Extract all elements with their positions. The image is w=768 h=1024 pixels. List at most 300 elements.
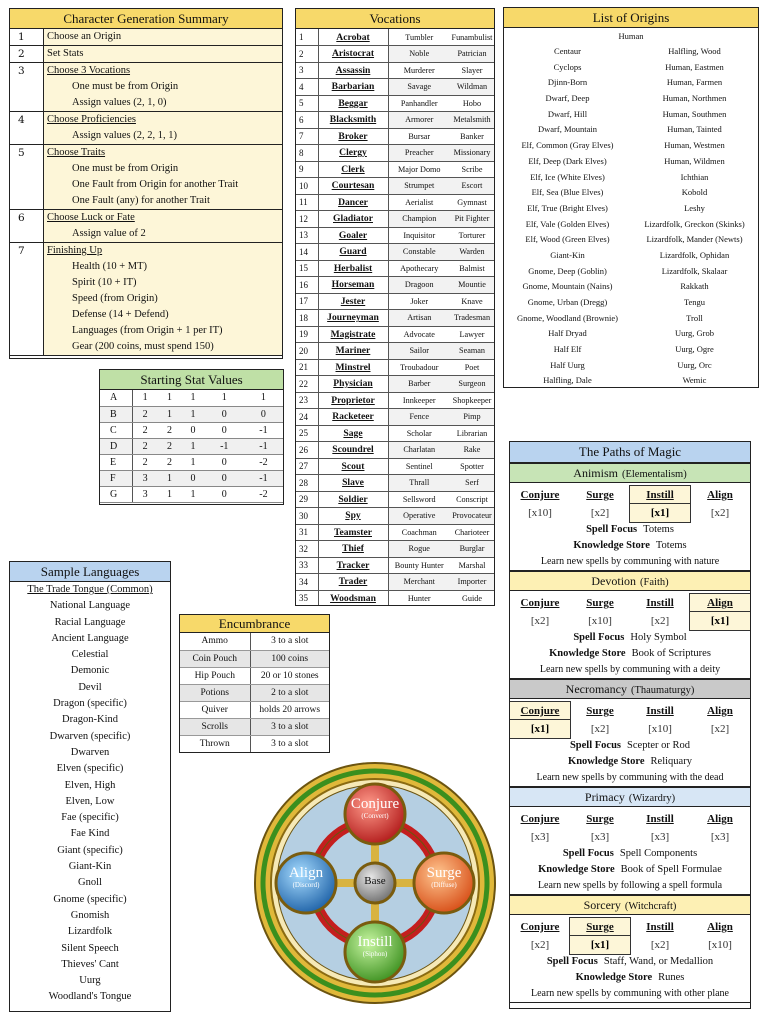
cgs-step [10, 29, 282, 46]
wheel-surge [414, 865, 474, 889]
knowledge-store-label: Knowledge Store [573, 540, 650, 551]
table-row [296, 458, 494, 475]
vocation-name: Gladiator [318, 211, 388, 228]
wheel-conjure [345, 796, 405, 820]
origin-item: Lizardfolk, Skalaar [661, 265, 728, 276]
vocation-name: Goaler [318, 227, 388, 244]
vocation-alt-1: Tumbler [388, 29, 450, 46]
magic-header: Instill [646, 921, 674, 933]
vocations-title: Vocations [296, 9, 494, 29]
vocation-alt-1: Sellsword [388, 491, 450, 508]
magic-value: [x2] [650, 939, 670, 951]
stat-value: 0 [205, 454, 244, 470]
magic-values [510, 720, 750, 738]
table-row [100, 486, 283, 502]
item-capacity: 2 to a slot [250, 684, 329, 701]
vocation-alt-1: Merchant [388, 574, 450, 591]
language-item: Gnome (specific) [53, 893, 127, 905]
vocation-alt-2: Spotter [450, 458, 494, 475]
language-item: Giant (specific) [57, 844, 123, 856]
wheel-instill [345, 934, 405, 958]
stat-value: 0 [244, 406, 283, 422]
stat-value: 1 [181, 438, 204, 454]
vocation-alt-2: Surgeon [450, 376, 494, 393]
vocation-name: Journeyman [318, 310, 388, 327]
magic-value: [x2] [650, 615, 670, 627]
language-item: Demonic [70, 665, 110, 677]
vocation-alt-2: Hobo [450, 95, 494, 112]
vocation-number: 1 [296, 29, 318, 46]
magic-value: [x2] [530, 939, 550, 951]
knowledge-store-label: Knowledge Store [568, 756, 645, 767]
origin-item: Gnome, Woodland (Brownie) [517, 312, 618, 323]
origin-item: Human, Tainted [667, 124, 722, 135]
vocation-name: Clerk [318, 161, 388, 178]
vocation-alt-1: Operative [388, 508, 450, 525]
vocation-number: 13 [296, 227, 318, 244]
vocation-alt-1: Panhandler [388, 95, 450, 112]
vocation-alt-1: Innkeeper [388, 392, 450, 409]
vocation-number: 29 [296, 491, 318, 508]
magic-header: Instill [646, 705, 674, 717]
magic-path-alt: (Thaumaturgy) [630, 685, 695, 696]
vocation-name: Sage [318, 425, 388, 442]
cgs-step [10, 63, 282, 112]
wheel-conjure-sub: (Convert) [361, 812, 389, 820]
step-body [44, 46, 282, 62]
knowledge-store-value: Book of Spell Formulae [620, 864, 722, 875]
origin-item: Elf, Common (Gray Elves) [521, 140, 614, 151]
vocation-name: Thief [318, 541, 388, 558]
vocation-number: 8 [296, 145, 318, 162]
vocation-alt-2: Mountie [450, 277, 494, 294]
character-generation-summary [9, 8, 283, 359]
wheel-conjure-label: Conjure [350, 796, 400, 812]
magic-header: Conjure [510, 702, 570, 720]
vocation-number: 25 [296, 425, 318, 442]
table-row [180, 735, 329, 752]
vocation-alt-2: Knave [450, 293, 494, 310]
paths-of-magic [509, 441, 751, 1009]
magic-path [510, 571, 750, 679]
vocation-alt-2: Patrician [450, 46, 494, 63]
magic-value: [x3] [650, 831, 670, 843]
stat-value: 3 [132, 486, 158, 502]
vocation-number: 31 [296, 524, 318, 541]
language-item: Gnomish [70, 909, 110, 921]
step-line: Choose 3 Vocations [47, 65, 131, 76]
vocation-alt-1: Hunter [388, 590, 450, 606]
language-item: Ancient Language [51, 632, 129, 644]
knowledge-store-row [510, 862, 750, 878]
learning-note: Learn new spells by communing with other plane [530, 988, 729, 999]
stat-value: 1 [181, 406, 204, 422]
magic-header: Surge [570, 918, 630, 936]
table-row [296, 590, 494, 606]
vocation-name: Barbarian [318, 79, 388, 96]
table-row [296, 343, 494, 360]
languages-list [10, 598, 170, 1005]
spell-focus-label: Spell Focus [569, 740, 622, 751]
magic-value: [x2] [590, 723, 610, 735]
vocation-name: Proprietor [318, 392, 388, 409]
origin-item: Elf, Wood (Green Elves) [525, 234, 610, 245]
origin-item: Uurg, Grob [674, 328, 715, 339]
vocation-number: 26 [296, 442, 318, 459]
spell-focus-label: Spell Focus [562, 848, 614, 859]
step-number: 4 [10, 112, 44, 144]
magic-path-title [510, 463, 750, 483]
spell-focus-value: Staff, Wand, or Medallion [603, 956, 714, 967]
stat-value: 1 [158, 486, 181, 502]
vocation-number: 15 [296, 260, 318, 277]
language-item: National Language [49, 600, 131, 612]
vocation-alt-2: Librarian [450, 425, 494, 442]
step-line: Speed (from Origin) [72, 293, 158, 304]
magic-header: Align [707, 489, 733, 501]
stat-value: 2 [132, 454, 158, 470]
spell-focus-label: Spell Focus [586, 524, 638, 535]
magic-value: [x2] [530, 615, 550, 627]
wheel-base: Base [364, 875, 386, 887]
step-body [44, 29, 282, 45]
table-row [180, 667, 329, 684]
vocation-alt-2: Gymnast [450, 194, 494, 211]
magic-path [510, 787, 750, 895]
magic-title: The Paths of Magic [510, 442, 750, 463]
vocation-name: Soldier [318, 491, 388, 508]
vocation-name: Assassin [318, 62, 388, 79]
table-row [296, 425, 494, 442]
vocation-number: 7 [296, 128, 318, 145]
table-row [296, 95, 494, 112]
stat-value: 2 [158, 454, 181, 470]
cgs-step [10, 46, 282, 63]
item-capacity: 3 to a slot [250, 718, 329, 735]
magic-path [510, 463, 750, 571]
step-line: One must be from Origin [72, 163, 179, 174]
magic-value: [x1] [630, 504, 690, 522]
vocation-number: 16 [296, 277, 318, 294]
table-row [296, 524, 494, 541]
vocation-alt-2: Pit Fighter [450, 211, 494, 228]
step-line: Gear (200 coins, must spend 150) [72, 341, 214, 352]
origin-item: Half Elf [553, 344, 582, 355]
table-row [100, 454, 283, 470]
vocation-name: Scoundrel [318, 442, 388, 459]
knowledge-store-row [510, 538, 750, 554]
language-item: Dragon-Kind [62, 714, 118, 726]
stat-value: 1 [244, 390, 283, 406]
language-item: Woodland's Tongue [48, 991, 132, 1003]
step-body [44, 145, 282, 209]
vocation-number: 33 [296, 557, 318, 574]
spell-focus-row [510, 522, 750, 538]
vocation-alt-1: Aerialist [388, 194, 450, 211]
magic-path-alt: (Faith) [640, 577, 669, 588]
vocation-alt-1: Preacher [388, 145, 450, 162]
vocation-alt-1: Fence [388, 409, 450, 426]
table-row [296, 211, 494, 228]
vocation-alt-2: Wildman [450, 79, 494, 96]
vocation-name: Teamster [318, 524, 388, 541]
table-row [296, 29, 494, 46]
vocation-name: Acrobat [318, 29, 388, 46]
stat-value: 1 [132, 390, 158, 406]
stat-set-label: F [100, 470, 132, 486]
learning-note: Learn new spells by communing with nature [540, 556, 720, 567]
knowledge-store-value: Reliquary [650, 756, 692, 767]
table-row [296, 442, 494, 459]
vocation-alt-1: Scholar [388, 425, 450, 442]
vocation-name: Courtesan [318, 178, 388, 195]
vocation-name: Slave [318, 475, 388, 492]
table-row [296, 310, 494, 327]
magic-value: [x1] [570, 936, 630, 954]
step-number: 1 [10, 29, 44, 45]
stat-value: -2 [244, 486, 283, 502]
step-line: One Fault (any) for another Trait [72, 195, 210, 206]
item-name: Potions [180, 684, 250, 701]
knowledge-store-row [510, 970, 750, 986]
origin-item: Gnome, Urban (Dregg) [527, 297, 608, 307]
vocation-number: 3 [296, 62, 318, 79]
vocation-alt-2: Conscript [450, 491, 494, 508]
table-row [296, 112, 494, 129]
vocation-alt-2: Banker [450, 128, 494, 145]
origin-item: Human, Eastmen [665, 61, 724, 72]
language-item: Elven, High [64, 779, 116, 791]
spell-focus-row [510, 954, 750, 970]
vocation-number: 10 [296, 178, 318, 195]
origin-item: Centaur [554, 46, 581, 56]
wheel-align-sub: (Discord) [292, 881, 320, 889]
vocation-alt-2: Importer [450, 574, 494, 591]
origin-item: Lizardfolk, Greckon (Skinks) [644, 218, 745, 229]
origin-item: Tengu [683, 297, 706, 307]
encumbrance-title: Encumbrance [180, 615, 329, 633]
encumbrance-panel [179, 614, 330, 753]
wheel-align-label: Align [288, 865, 324, 881]
cgs-steps [10, 29, 282, 356]
stat-value: 2 [158, 422, 181, 438]
table-row [296, 359, 494, 376]
spell-focus-row [510, 630, 750, 646]
vocation-alt-2: Poet [450, 359, 494, 376]
vocation-number: 34 [296, 574, 318, 591]
item-capacity: 100 coins [250, 650, 329, 667]
origin-item: Half Dryad [548, 328, 587, 339]
origin-human: Human [618, 31, 644, 41]
wheel-align [276, 865, 336, 889]
step-number: 5 [10, 145, 44, 209]
origin-item: Halfling, Dale [543, 375, 592, 386]
vocation-alt-1: Bounty Hunter [388, 557, 450, 574]
stat-value: 0 [205, 422, 244, 438]
stats-title: Starting Stat Values [100, 370, 283, 390]
vocation-alt-2: Escort [450, 178, 494, 195]
table-row [180, 650, 329, 667]
vocations-table [296, 29, 494, 606]
vocation-alt-1: Apothecary [388, 260, 450, 277]
vocation-number: 14 [296, 244, 318, 261]
magic-header: Align [690, 594, 750, 612]
table-row [296, 541, 494, 558]
origin-item: Cyclops [553, 61, 582, 72]
stat-value: 2 [158, 438, 181, 454]
vocation-alt-2: Warden [450, 244, 494, 261]
step-line: Languages (from Origin + 1 per IT) [72, 325, 223, 336]
stat-value: 0 [181, 422, 204, 438]
vocation-name: Spy [318, 508, 388, 525]
magic-header: Instill [630, 486, 690, 504]
stat-value: 0 [205, 406, 244, 422]
table-row [296, 62, 494, 79]
knowledge-store-label: Knowledge Store [549, 648, 626, 659]
stat-set-label: B [100, 406, 132, 422]
step-line: Choose Luck or Fate [47, 212, 135, 223]
table-row [296, 508, 494, 525]
item-name: Ammo [180, 633, 250, 650]
origin-item: Rakkath [680, 281, 709, 292]
item-name: Quiver [180, 701, 250, 718]
stat-set-label: C [100, 422, 132, 438]
step-line: Assign value of 2 [72, 228, 146, 239]
table-row [180, 633, 329, 650]
magic-header: Align [707, 813, 733, 825]
vocation-alt-1: Noble [388, 46, 450, 63]
magic-value: [x10] [528, 507, 552, 519]
origin-item: Lizardfolk, Mander (Newts) [646, 234, 743, 245]
item-name: Coin Pouch [180, 650, 250, 667]
encumbrance-table [180, 633, 329, 752]
vocation-alt-1: Champion [388, 211, 450, 228]
table-row [296, 326, 494, 343]
vocation-number: 28 [296, 475, 318, 492]
vocation-alt-2: Charioteer [450, 524, 494, 541]
vocation-name: Mariner [318, 343, 388, 360]
vocation-name: Magistrate [318, 326, 388, 343]
cgs-step [10, 112, 282, 145]
table-row [296, 293, 494, 310]
languages-title: Sample Languages [10, 562, 170, 582]
stat-set-label: A [100, 390, 132, 406]
vocation-alt-2: Balmist [450, 260, 494, 277]
stat-value: 2 [132, 422, 158, 438]
spell-focus-value: Scepter or Rod [627, 740, 691, 751]
table-row [100, 406, 283, 422]
magic-path-alt: (Wizardry) [628, 793, 676, 804]
vocation-number: 23 [296, 392, 318, 409]
step-line: One must be from Origin [72, 81, 179, 92]
knowledge-store-row [510, 754, 750, 770]
vocation-number: 19 [296, 326, 318, 343]
stat-value: 1 [158, 470, 181, 486]
stat-value: 1 [181, 454, 204, 470]
step-line: Choose an Origin [47, 31, 122, 42]
vocation-alt-1: Charlatan [388, 442, 450, 459]
stat-value: 1 [181, 486, 204, 502]
origin-item: Wemic [682, 375, 707, 386]
table-row [296, 392, 494, 409]
origin-item: Troll [686, 312, 703, 323]
language-item: Fae Kind [70, 828, 110, 840]
step-line: Choose Proficiencies [47, 114, 136, 125]
magic-path-name: Necromancy [565, 682, 627, 696]
step-line: Health (10 + MT) [72, 261, 148, 272]
step-number: 3 [10, 63, 44, 111]
origin-item: Elf, True (Bright Elves) [527, 202, 608, 213]
vocation-number: 9 [296, 161, 318, 178]
magic-headers [510, 702, 750, 720]
magic-values [510, 936, 750, 954]
spell-focus-row [510, 846, 750, 862]
vocation-alt-2: Serf [450, 475, 494, 492]
vocation-alt-1: Troubadour [388, 359, 450, 376]
cgs-step [10, 145, 282, 210]
origin-item: Human, Northmen [662, 93, 727, 104]
stat-value: 1 [158, 390, 181, 406]
origin-item: Gnome, Mountain (Nains) [522, 281, 613, 292]
step-line: Defense (14 + Defend) [72, 309, 169, 320]
magic-header: Surge [586, 597, 614, 609]
knowledge-store-label: Knowledge Store [538, 864, 615, 875]
step-body [44, 63, 282, 111]
magic-path-title [510, 895, 750, 915]
table-row [296, 161, 494, 178]
stat-value: -1 [244, 438, 283, 454]
vocation-alt-1: Strumpet [388, 178, 450, 195]
magic-value: [x10] [588, 615, 612, 627]
table-row [100, 438, 283, 454]
language-item: Devil [78, 681, 102, 693]
origin-item: Uurg, Orc [677, 359, 712, 370]
vocation-alt-1: Barber [388, 376, 450, 393]
magic-path-name: Primacy [584, 790, 625, 804]
wheel-surge-sub: (Diffuse) [431, 881, 457, 889]
stat-value: 1 [205, 390, 244, 406]
language-item: Gnoll [78, 877, 102, 889]
stat-value: 0 [205, 486, 244, 502]
origin-item: Human, Wildmen [664, 155, 725, 166]
stat-set-label: E [100, 454, 132, 470]
language-item: Dwarven (specific) [49, 730, 131, 742]
language-item: Giant-Kin [68, 861, 112, 873]
stat-value: -1 [205, 438, 244, 454]
table-row [296, 79, 494, 96]
item-name: Thrown [180, 735, 250, 752]
vocation-alt-1: Savage [388, 79, 450, 96]
magic-path-name: Sorcery [583, 898, 621, 912]
vocation-alt-2: Slayer [450, 62, 494, 79]
magic-headers [510, 918, 750, 936]
vocation-number: 6 [296, 112, 318, 129]
stat-value: 3 [132, 470, 158, 486]
magic-path-alt: (Elementalism) [621, 469, 687, 480]
cgs-step [10, 243, 282, 356]
magic-value: [x2] [710, 723, 730, 735]
knowledge-store-value: Book of Scriptures [631, 648, 711, 659]
step-number: 7 [10, 243, 44, 355]
vocation-name: Beggar [318, 95, 388, 112]
magic-header: Conjure [520, 597, 560, 609]
vocation-alt-2: Tradesman [450, 310, 494, 327]
wheel-instill-label: Instill [357, 934, 393, 950]
vocation-number: 4 [296, 79, 318, 96]
table-row [296, 145, 494, 162]
table-row [296, 46, 494, 63]
magic-value: [x10] [648, 723, 672, 735]
